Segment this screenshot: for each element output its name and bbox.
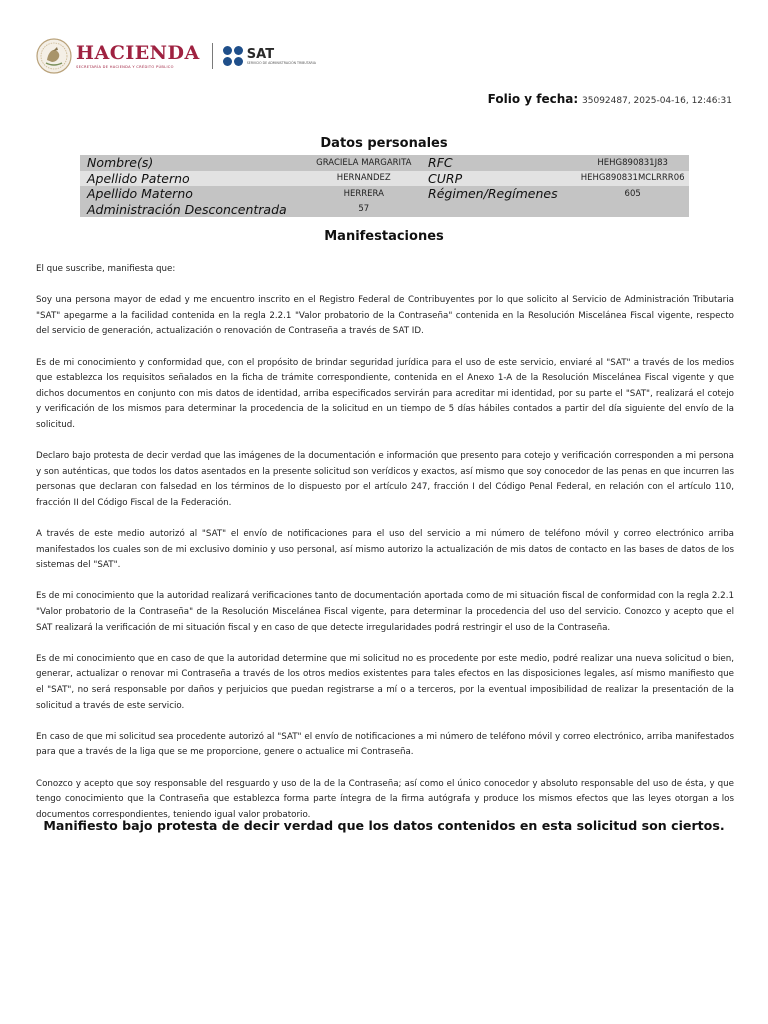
hacienda-wordmark: HACIENDA — [76, 42, 200, 64]
label-rfc: RFC — [428, 155, 453, 171]
coat-of-arms-seal-icon — [36, 38, 72, 74]
label-administracion: Administración Desconcentrada — [87, 201, 287, 217]
folio-value: 35092487, 2025-04-16, 12:46:31 — [582, 96, 732, 106]
paragraph: Es de mi conocimiento que la autoridad realizará verificaciones tanto de documentación aportada como de mi situación fiscal de conformidad con la regla 2.2.1 "Valor probatorio de la Contraseña" de la Resolución Miscelánea Fiscal vigente, para determinar la procedencia del uso del servicio. Conozco y acepto que el SAT realizará la verificación de mi situación fiscal y en caso de que detecte irregularidades podrá restringir el uso de la Contraseña. — [36, 591, 734, 633]
manifestaciones-body — [36, 262, 734, 839]
paragraph: Es de mi conocimiento y conformidad que, con el propósito de brindar seguridad jurídica para el uso de este servicio, enviaré al "SAT" a través de los medios que establezca los requisitos señalados en la ficha de trámite correspondiente, contenida en el Anexo 1-A de la Resolución Miscelánea Fiscal vigente y que dichos documentos en conjunto con mis datos de identidad, arriba especificados servirán para acreditar mi identidad, por su parte el "SAT", realizará el cotejo y verificación de los mismos para determinar la procedencia de la solicitud en un tiempo de 5 días hábiles contados a partir del día siguiente del envío de la solicitud. — [36, 357, 734, 430]
paragraph: Conozco y acepto que soy responsable del resguardo y uso de la de la Contraseña; así como el único conocedor y absoluto responsable del uso de ésta, y que tengo conocimiento que la Contraseña que establezca forma parte íntegra de la firma autógrafa y produce los mismos efectos que las leyes otorgan a los documentos correspondientes, teniendo igual valor probatorio. — [36, 778, 734, 820]
value-administracion: 57 — [358, 204, 370, 215]
label-apellido-materno: Apellido Materno — [87, 186, 193, 202]
header-divider — [212, 43, 213, 69]
sat-wordmark: SAT — [246, 46, 275, 62]
sat-logo — [222, 45, 316, 67]
hacienda-subtitle: SECRETARÍA DE HACIENDA Y CRÉDITO PÚBLICO — [76, 65, 174, 69]
table-row — [80, 155, 689, 171]
label-regimen: Régimen/Regímenes — [428, 186, 558, 202]
value-regimen: 605 — [624, 188, 641, 199]
value-nombre: GRACIELA MARGARITA — [316, 157, 412, 168]
label-apellido-paterno: Apellido Paterno — [87, 170, 190, 186]
table-row — [80, 202, 689, 218]
hacienda-logo — [76, 43, 200, 69]
value-curp: HEHG890831MCLRRR06 — [580, 173, 685, 184]
label-curp: CURP — [428, 170, 463, 186]
datos-personales-title: Datos personales — [320, 136, 448, 151]
value-apellido-materno: HERRERA — [343, 188, 384, 199]
folio-label: Folio y fecha: — [487, 92, 579, 106]
paragraph: Soy una persona mayor de edad y me encuentro inscrito en el Registro Federal de Contribuyentes por lo que solicito al Servicio de Administración Tributaria "SAT" apegarme a la facilidad contenida en la regla 2.2.1 "Valor probatorio de la Contraseña" contenida en la Resolución Miscelánea Fiscal vigente, respecto del servicio de generación, actualización o renovación de Contraseña a través de SAT ID. — [36, 295, 734, 337]
paragraph-intro: El que suscribe, manifiesta que: — [36, 264, 176, 274]
paragraph: A través de este medio autorizó al "SAT" el envío de notificaciones para el uso del servicio a mi número de teléfono móvil y correo electrónico arriba manifestados los cuales son de mi exclusivo dominio y uso personal, así mismo autorizo la actualización de mis datos de contacto en las bases de datos de los sistemas del "SAT". — [36, 529, 734, 571]
sat-dots-icon — [222, 45, 244, 67]
table-row — [80, 171, 689, 187]
value-apellido-paterno: HERNANDEZ — [336, 173, 391, 184]
manifestaciones-title: Manifestaciones — [324, 229, 444, 244]
table-row — [80, 186, 689, 202]
final-statement: Manifiesto bajo protesta de decir verdad que los datos contenidos en esta solicitud son ciertos. — [43, 818, 725, 833]
value-rfc: HEHG890831J83 — [597, 157, 668, 168]
label-nombre: Nombre(s) — [87, 155, 154, 171]
paragraph: En caso de que mi solicitud sea procedente autorizó al "SAT" el envío de notificaciones a mi número de teléfono móvil y correo electrónico, arriba manifestados para que a través de la liga que se me proporcione, genere o actualice mi Contraseña. — [36, 731, 734, 758]
paragraph: Declaro bajo protesta de decir verdad que las imágenes de la documentación e información que presento para cotejo y verificación corresponden a mi persona y son auténticas, que todos los datos asentados en la presente solicitud son verídicos y exactos, así mismo que soy conocedor de las penas en que incurren las personas que declaran con falsedad en los términos de lo dispuesto por el artículo 247, fracción I del Código Penal Federal, en relación con el artículo 110, fracción II del Código Fiscal de la Federación. — [36, 451, 734, 508]
page-header — [36, 36, 316, 76]
paragraph: Es de mi conocimiento que en caso de que la autoridad determine que mi solicitud no es procedente por este medio, podré realizar una nueva solicitud o bien, generar, actualizar o renovar mi Contraseña a través de los otros medios existentes para tales efectos en las disposiciones legales, así mismo manifiesto que el "SAT", no será responsable por daños y perjuicios que puedan registrarse a mí o a terceros, por la eventual imposibilidad de realizar la presentación de la solicitud a través de este servicio. — [36, 653, 734, 711]
folio-fecha — [488, 92, 732, 106]
sat-subtitle: SERVICIO DE ADMINISTRACIÓN TRIBUTARIA — [246, 60, 316, 65]
datos-personales-table — [80, 155, 689, 217]
